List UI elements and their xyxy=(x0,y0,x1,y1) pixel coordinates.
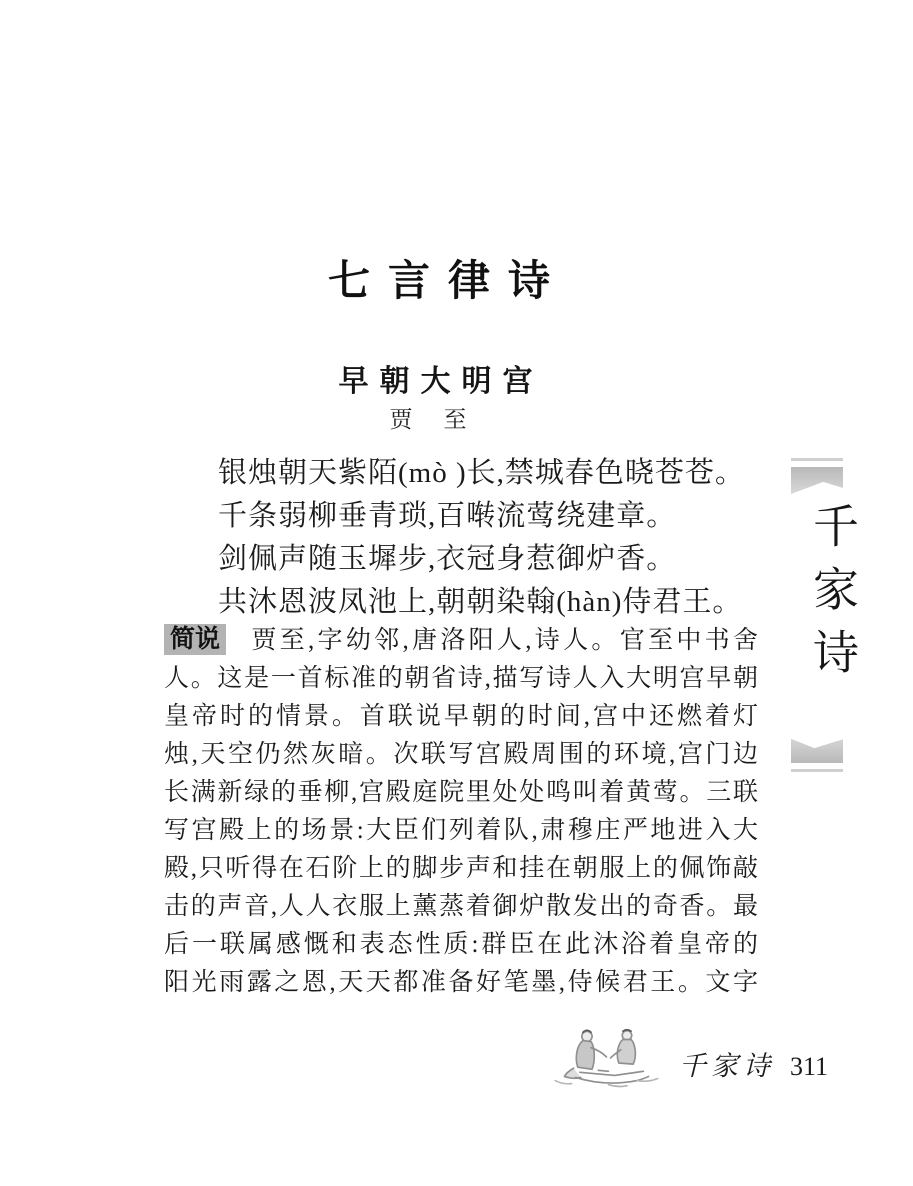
poem-line: 千条弱柳垂青琐,百啭流莺绕建章。 xyxy=(218,500,677,532)
side-tab-book-title: 千家诗 xyxy=(807,502,858,691)
commentary-line: 殿,只听得在石阶上的脚步声和挂在朝服上的佩饰敲 xyxy=(164,855,758,882)
poem-line: 共沐恩波凤池上,朝朝染翰(hàn)侍君王。 xyxy=(218,586,743,618)
commentary-line xyxy=(164,622,758,660)
poem-title: 早朝大明宫 xyxy=(338,365,544,398)
commentary-line: 写宫殿上的场景:大臣们列着队,肃穆庄严地进入大 xyxy=(164,817,758,844)
poem-line: 银烛朝天紫陌(mò )长,禁城春色晓苍苍。 xyxy=(218,457,745,489)
commentary-line: 击的声音,人人衣服上薰蒸着御炉散发出的奇香。最 xyxy=(164,893,758,920)
commentary-text: 贾至,字幼邻,唐洛阳人,诗人。官至中书舍 xyxy=(248,627,758,654)
tab-ornament-top-line xyxy=(791,458,843,461)
commentary-line: 长满新绿的垂柳,宫殿庭院里处处鸣叫着黄莺。三联 xyxy=(164,779,758,806)
commentary-line: 烛,天空仍然灰暗。次联写宫殿周围的环境,宫门边 xyxy=(164,741,758,768)
poem-body xyxy=(218,452,778,624)
tab-ornament-bottom-ribbon xyxy=(791,736,843,763)
tab-ornament-bottom-line xyxy=(791,769,843,772)
commentary-line: 后一联属感慨和表态性质:群臣在此沐浴着皇帝的 xyxy=(164,931,758,958)
footer-book-title: 千家诗 xyxy=(679,1051,775,1081)
footer-page-number: 311 xyxy=(790,1052,829,1081)
tab-ornament-top-ribbon xyxy=(791,467,843,494)
commentary xyxy=(164,622,758,1002)
section-title: 七言律诗 xyxy=(327,259,568,305)
commentary-line: 皇帝时的情景。首联说早朝的时间,宫中还燃着灯 xyxy=(164,703,758,730)
two-scholars-illustration xyxy=(549,1027,667,1091)
footer xyxy=(679,1044,828,1083)
commentary-line: 人。这是一首标准的朝省诗,描写诗人入大明宫早朝 xyxy=(164,665,758,692)
poem-line: 剑佩声随玉墀步,衣冠身惹御炉香。 xyxy=(218,543,677,575)
poem-author: 贾 至 xyxy=(389,407,471,432)
commentary-line: 阳光雨露之恩,天天都准备好笔墨,侍候君王。文字 xyxy=(164,969,758,996)
commentary-label: 简说 xyxy=(164,624,226,655)
